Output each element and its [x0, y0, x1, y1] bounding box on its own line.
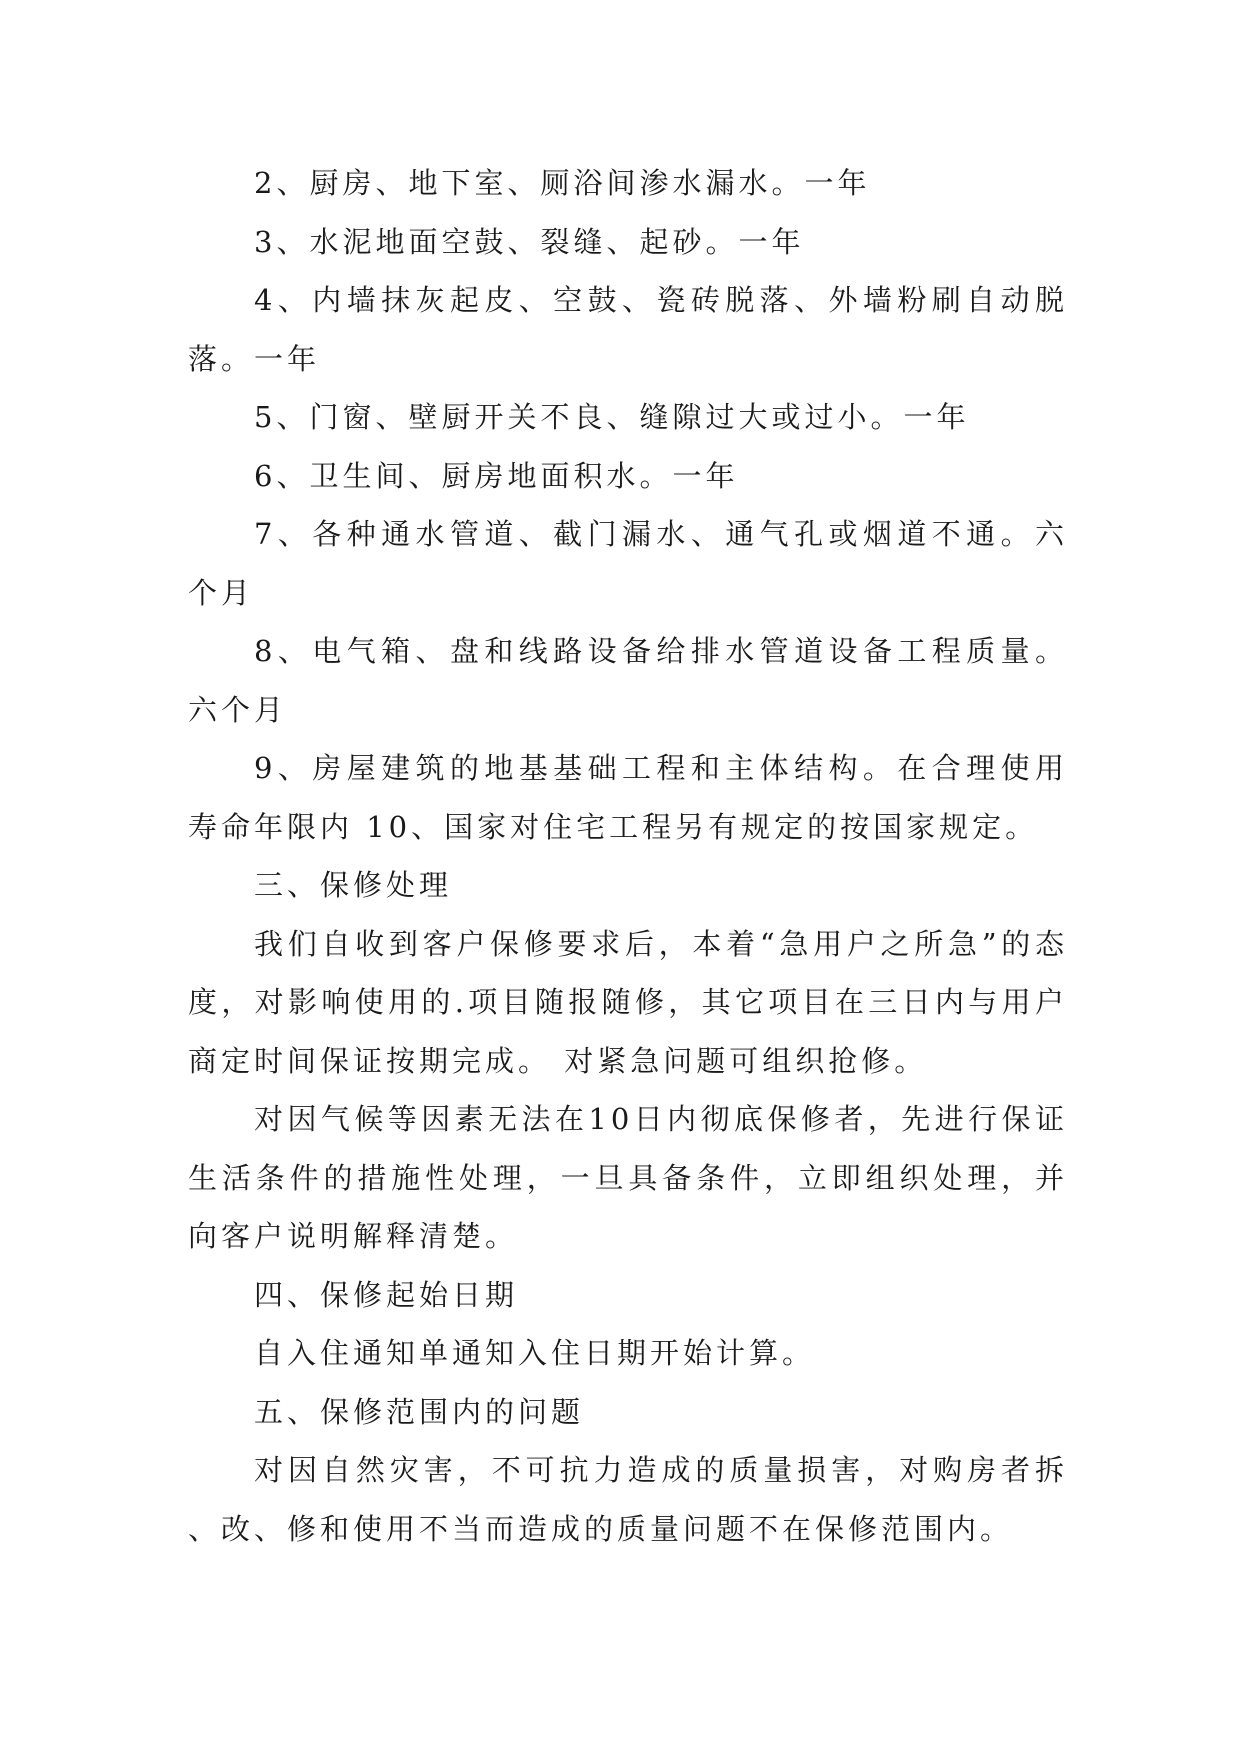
paragraph-item-6: 6、卫生间、厨房地面积水。一年 — [254, 458, 739, 493]
paragraph-item-7: 7、各种通水管道、截门漏水、通气孔或烟道不通。六个月 — [188, 517, 1068, 610]
section-heading-repair-handling: 三、保修处理 — [254, 868, 453, 902]
section-heading-start-date: 四、保修起始日期 — [254, 1277, 519, 1312]
section-heading-scope-issues: 五、保修范围内的问题 — [254, 1394, 585, 1429]
paragraph-item-4: 4、内墙抹灰起皮、空鼓、瓷砖脱落、外墙粉刷自动脱落。一年 — [188, 283, 1068, 376]
paragraph-start-date: 自入住通知单通知入住日期开始计算。 — [254, 1336, 816, 1370]
paragraph-item-3: 3、水泥地面空鼓、裂缝、起砂。一年 — [254, 224, 805, 259]
paragraph-item-8: 8、电气箱、盘和线路设备给排水管道设备工程质量。六个月 — [188, 634, 1068, 727]
paragraph-repair-procedure: 我们自收到客户保修要求后，本着“急用户之所急”的态度，对影响使用的.项目随报随修，其它项目在三日内与用户商定时间保证按期完成。 对紧急问题可组织抢修。 — [188, 926, 1068, 1078]
paragraph-item-9: 9、房屋建筑的地基基础工程和主体结构。在合理使用寿命年限内 10、国家对住宅工程另有规定的按国家规定。 — [188, 751, 1068, 844]
paragraph-item-5: 5、门窗、壁厨开关不良、缝隙过大或过小。一年 — [254, 400, 970, 434]
paragraph-scope-exclusions: 对因自然灾害，不可抗力造成的质量损害，对购房者拆、改、修和使用不当而造成的质量问题不在保修范围内。 — [188, 1453, 1068, 1546]
paragraph-weather-delay: 对因气候等因素无法在10日内彻底保修者，先进行保证生活条件的措施性处理，一旦具备条件，立即组织处理，并向客户说明解释清楚。 — [188, 1102, 1068, 1253]
paragraph-item-2: 2、厨房、地下室、厕浴间渗水漏水。一年 — [254, 166, 871, 200]
document-body — [188, 154, 1068, 1558]
